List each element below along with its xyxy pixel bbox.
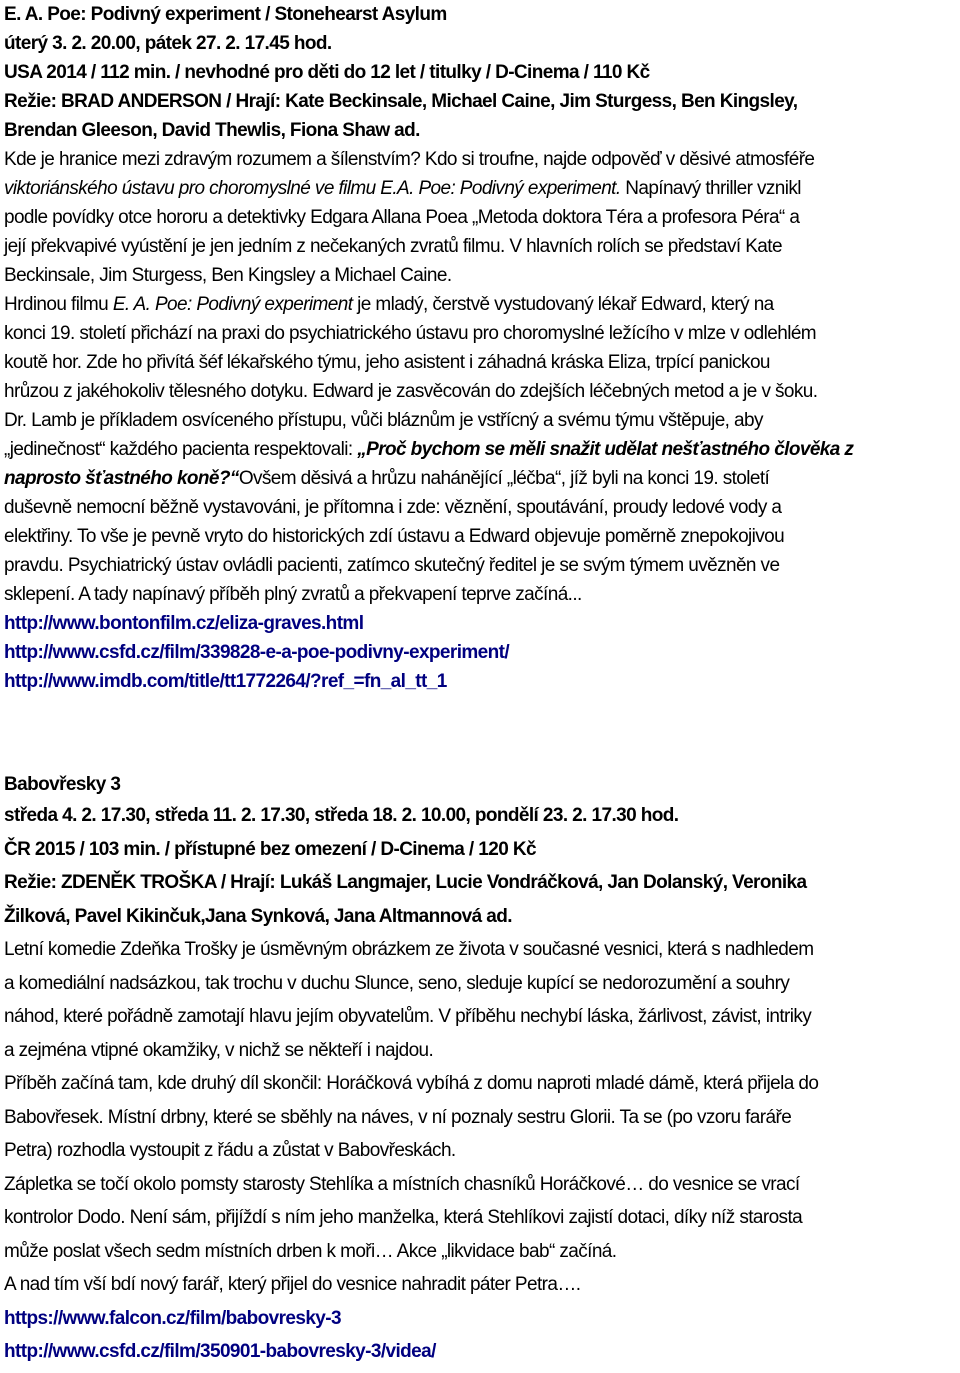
synopsis-line: Petra) rozhodla vystoupit z řádu a zůstat v Babovřeskách. bbox=[4, 1140, 456, 1161]
synopsis-line: kontrolor Dodo. Není sám, přijíždí s ním jeho manželka, která Stehlíkovi zajistí dotaci, díky níž starosta bbox=[4, 1207, 803, 1228]
synopsis-line: náhod, které pořádně zamotají hlavu jejím obyvatelům. V příběhu nechybí láska, žárlivost, závist, intriky bbox=[4, 1006, 812, 1027]
synopsis-line: a komediální nadsázkou, tak trochu v duchu Slunce, seno, sleduje kupící se nedorozumění a souhry bbox=[4, 972, 790, 994]
synopsis-line: její překvapivé vyústění je jen jedním z nečekaných zvratů filmu. V hlavních rolích se představí Kate bbox=[4, 236, 782, 257]
quote-italic: naprosto šťastného koně?“ bbox=[4, 468, 239, 489]
synopsis-line: Zápletka se točí okolo pomsty starosty Stehlíka a místních chasníků Horáčkové… do vesnice se vrací bbox=[4, 1173, 800, 1195]
synopsis-text: Hrdinou filmu bbox=[4, 294, 113, 315]
film-credits-line-2: Žilková, Pavel Kikinčuk,Jana Synková, Jana Altmannová ad. bbox=[4, 905, 512, 927]
link-falcon[interactable]: https://www.falcon.cz/film/babovresky-3 bbox=[4, 1307, 341, 1329]
synopsis-line: a zejména vtipné okamžiky, v nichž se někteří i najdou. bbox=[4, 1039, 434, 1061]
synopsis-line: koutě hor. Zde ho přivítá šéf lékařského týmu, jeho asistent i záhadná kráska Eliza, trpící panickou bbox=[4, 352, 770, 373]
film-credits-line-2: Brendan Gleeson, David Thewlis, Fiona Shaw ad. bbox=[4, 120, 420, 141]
quote-italic: „Proč bychom se měli snažit udělat nešťastného člověka z bbox=[357, 439, 854, 460]
synopsis-text: „jedinečnost“ každého pacienta respektovali: bbox=[4, 439, 358, 460]
film-title: Babovřesky 3 bbox=[4, 774, 121, 795]
synopsis-line: Babovřesek. Místní drbny, které se sběhly na náves, v ní poznaly sestru Glorii. Ta se (po vzoru faráře bbox=[4, 1106, 792, 1128]
synopsis-line bbox=[4, 290, 956, 319]
synopsis-line: elektřiny. To vše je pevně vryto do historických zdí ústavu a Edward objevuje poměrně znepokojivou bbox=[4, 526, 785, 547]
film-info: USA 2014 / 112 min. / nevhodné pro děti do 12 let / titulky / D-Cinema / 110 Kč bbox=[4, 62, 650, 83]
synopsis-line: Kde je hranice mezi zdravým rozumem a šílenstvím? Kdo si troufne, najde odpověď v děsivé atmosféře bbox=[4, 149, 815, 170]
link-csfd[interactable]: http://www.csfd.cz/film/339828-e-a-poe-podivny-experiment/ bbox=[4, 642, 510, 663]
synopsis-line: Dr. Lamb je příkladem osvíceného přístupu, vůči bláznům je vstřícný a svému týmu vštěpuje, aby bbox=[4, 410, 763, 431]
film-section-babovresky bbox=[4, 770, 956, 1369]
synopsis-line bbox=[4, 174, 956, 203]
film-screening-dates: úterý 3. 2. 20.00, pátek 27. 2. 17.45 hod. bbox=[4, 33, 332, 54]
synopsis-text: Ovšem děsivá a hrůzu nahánějící „léčba“, jíž byli na konci 19. století bbox=[238, 468, 770, 489]
synopsis-line: A nad tím vší bdí nový farář, který přijel do vesnice nahradit páter Petra…. bbox=[4, 1274, 581, 1295]
film-credits-line-1: Režie: ZDENĚK TROŠKA / Hrají: Lukáš Langmajer, Lucie Vondráčková, Jan Dolanský, Veronika bbox=[4, 872, 807, 893]
synopsis-line: Beckinsale, Jim Sturgess, Ben Kingsley a Michael Caine. bbox=[4, 265, 452, 286]
synopsis-text: je mladý, čerstvě vystudovaný lékař Edward, který na bbox=[352, 294, 774, 315]
synopsis-line: sklepení. A tady napínavý příběh plný zvratů a překvapení teprve začíná... bbox=[4, 584, 582, 605]
film-title-italic: E. A. Poe: Podivný experiment bbox=[112, 294, 353, 315]
synopsis-line: Letní komedie Zdeňka Trošky je úsměvným obrázkem ze života v současné vesnici, která s nadhledem bbox=[4, 939, 814, 960]
link-bontonfilm[interactable]: http://www.bontonfilm.cz/eliza-graves.html bbox=[4, 613, 364, 634]
document-body bbox=[4, 0, 956, 1369]
synopsis-text: Napínavý thriller vznikl bbox=[620, 178, 801, 199]
film-section-poe bbox=[4, 0, 956, 696]
synopsis-italic: viktoriánského ústavu pro choromyslné ve filmu E.A. Poe: Podivný experiment. bbox=[4, 178, 621, 199]
synopsis-line: podle povídky otce hororu a detektivky Edgara Allana Poea „Metoda doktora Téra a profesora Péra“ a bbox=[4, 207, 800, 228]
film-screening-dates: středa 4. 2. 17.30, středa 11. 2. 17.30, středa 18. 2. 10.00, pondělí 23. 2. 17.30 hod. bbox=[4, 805, 679, 826]
synopsis-line: duševně nemocní běžně vystavováni, je přítomna i zde: věznění, spoutávání, proudy ledové vody a bbox=[4, 497, 782, 518]
synopsis-line bbox=[4, 435, 956, 464]
synopsis-line: Příběh začíná tam, kde druhý díl skončil: Horáčková vybíhá z domu naproti mladé dámě, která přijela do bbox=[4, 1073, 819, 1094]
synopsis-line bbox=[4, 464, 956, 493]
synopsis-line: hrůzou z jakéhokoliv tělesného dotyku. Edward je zasvěcován do zdejších léčebných metod a je v šoku. bbox=[4, 381, 818, 402]
synopsis-line: pravdu. Psychiatrický ústav ovládli pacienti, zatímco skutečný ředitel je se svým týmem uvězněn ve bbox=[4, 555, 780, 576]
link-csfd-babovresky[interactable]: http://www.csfd.cz/film/350901-babovresky-3/videa/ bbox=[4, 1341, 436, 1362]
film-info: ČR 2015 / 103 min. / přístupné bez omezení / D-Cinema / 120 Kč bbox=[4, 838, 536, 860]
film-title: E. A. Poe: Podivný experiment / Stonehearst Asylum bbox=[4, 4, 447, 25]
film-credits-line-1: Režie: BRAD ANDERSON / Hrají: Kate Beckinsale, Michael Caine, Jim Sturgess, Ben Kingsley, bbox=[4, 91, 798, 112]
synopsis-line: může poslat všech sedm místních drben k moři… Akce „likvidace bab“ začíná. bbox=[4, 1240, 617, 1262]
link-imdb[interactable]: http://www.imdb.com/title/tt1772264/?ref_=fn_al_tt_1 bbox=[4, 671, 447, 692]
section-spacer bbox=[4, 696, 956, 748]
synopsis-line: konci 19. století přichází na praxi do psychiatrického ústavu pro choromyslné ležícího v mlze v odlehlém bbox=[4, 323, 817, 344]
